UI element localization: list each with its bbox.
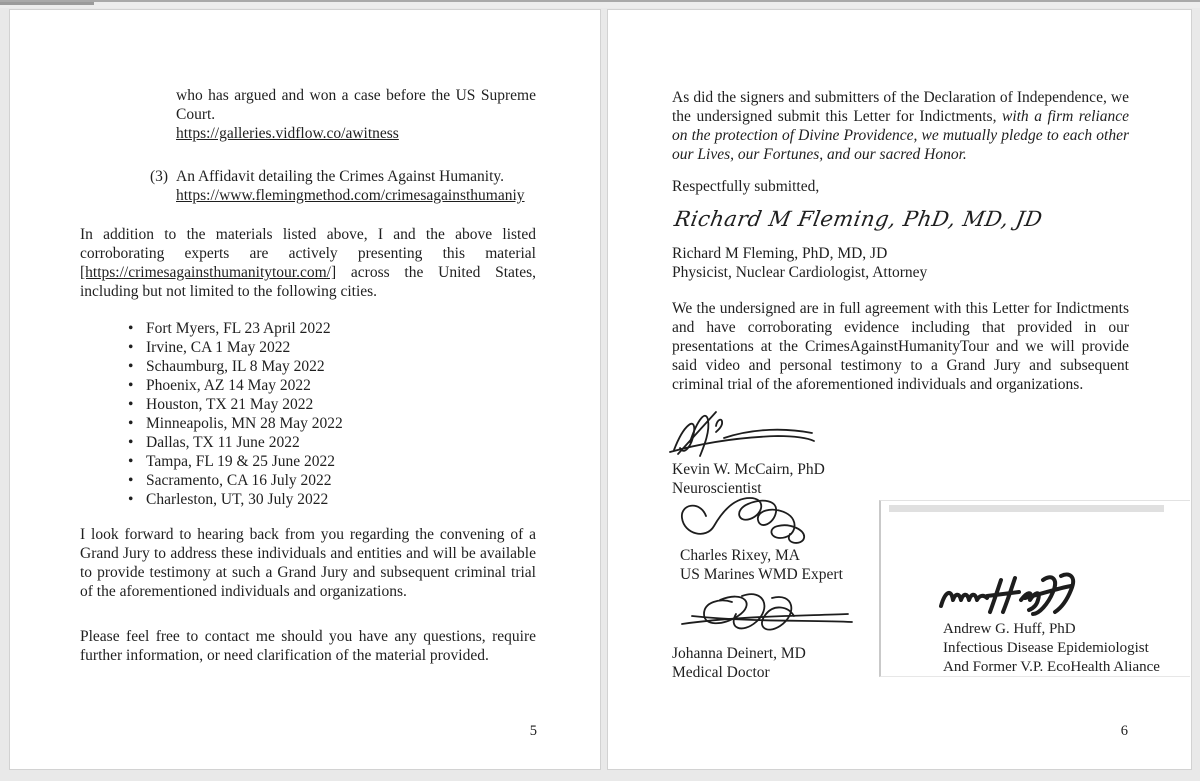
page-5-content [80, 86, 536, 665]
rixey-signature-image [676, 492, 840, 544]
signer-title: US Marines WMD Expert [680, 566, 843, 583]
signer-name: Kevin W. McCairn, PhD [672, 461, 825, 478]
declaration-paragraph [672, 88, 1129, 164]
list-item: • Fort Myers, FL 23 April 2022 [128, 319, 536, 338]
witness-description-block [176, 86, 536, 143]
mccairn-name-block [672, 460, 1129, 498]
grand-jury-paragraph: I look forward to hearing back from you regarding the convening of a Grand Jury to address these individuals and entities and will be available to provide testimony at such a Grand Jury and subsequent criminal trial of the aforementioned individuals and organizations. [80, 526, 536, 600]
undersigned-paragraph: We the undersigned are in full agreement with this Letter for Indictments and have corroborating evidence including that provided in our presentations at the CrimesAgainstHumanityTour and we will provide said video and personal testimony to a Grand Jury and subsequent criminal trial of the aforementioned individuals and organizations. [672, 300, 1129, 393]
huff-title-1: Infectious Disease Epidemiologist [943, 640, 1149, 656]
item-3-text: An Affidavit detailing the Crimes Against Humanity. [176, 168, 505, 185]
mccairn-signature-image [666, 406, 818, 458]
deinert-signature-image [678, 588, 854, 638]
list-item: • Minneapolis, MN 28 May 2022 [128, 414, 536, 433]
huff-signature-box [879, 500, 1190, 677]
top-left-notch [0, 2, 94, 5]
fleming-name: Richard M Fleming, PhD, MD, JD [672, 245, 888, 262]
list-item: • Irvine, CA 1 May 2022 [128, 338, 536, 357]
list-item: • Phoenix, AZ 14 May 2022 [128, 376, 536, 395]
document-page-5 [9, 9, 601, 770]
huff-title-2: And Former V.P. EcoHealth Aliance [943, 659, 1160, 675]
flemingmethod-link[interactable]: https://www.flemingmethod.com/crimesagainsthumaniy [176, 187, 525, 204]
huff-signature-image [937, 572, 1087, 618]
top-border-bar [0, 0, 1200, 8]
tour-cities-list [128, 319, 536, 509]
item-3-marker: (3) [150, 168, 169, 185]
signer-title: Neuroscientist [672, 480, 762, 497]
tour-link[interactable]: [https://crimesagainsthumanitytour.com/] [80, 264, 337, 281]
list-item: • Houston, TX 21 May 2022 [128, 395, 536, 414]
signer-name: Johanna Deinert, MD [672, 645, 806, 662]
list-item: • Sacramento, CA 16 July 2022 [128, 471, 536, 490]
witness-description-text: who has argued and won a case before the US Supreme Court. [176, 87, 536, 123]
signer-title: Medical Doctor [672, 664, 770, 681]
list-item: • Tampa, FL 19 & 25 June 2022 [128, 452, 536, 471]
list-item: • Dallas, TX 11 June 2022 [128, 433, 536, 452]
materials-paragraph [80, 225, 536, 301]
document-page-6 [607, 9, 1192, 770]
declaration-paragraph-italic: with a firm reliance on the protection of Divine Providence, we mutually pledge to each other our Lives, our Fortunes, and our sacred Honor. [672, 108, 1130, 163]
huff-name: Andrew G. Huff, PhD [943, 621, 1076, 637]
contact-paragraph: Please feel free to contact me should you have any questions, require further information, or need clarification of the material provided. [80, 628, 536, 664]
declaration-paragraph-normal: As did the signers and submitters of the Declaration of Independence, we the undersigned submit this Letter for Indictments, [672, 89, 1129, 125]
list-item: • Schaumburg, IL 8 May 2022 [128, 357, 536, 376]
signer-name: Charles Rixey, MA [680, 547, 800, 564]
materials-paragraph-pre: In addition to the materials listed above, I and the above listed corroborating experts are actively presenting this material [80, 226, 536, 262]
huff-name-block [943, 620, 1190, 677]
numbered-item-3 [150, 167, 536, 205]
list-item: • Charleston, UT, 30 July 2022 [128, 490, 536, 509]
page-number: 5 [529, 723, 537, 739]
fleming-name-block [672, 244, 1129, 282]
huff-box-top-strip [889, 505, 1164, 512]
page-number: 6 [1120, 723, 1128, 739]
fleming-title: Physicist, Nuclear Cardiologist, Attorney [672, 264, 928, 281]
vidflow-link[interactable]: https://galleries.vidflow.co/awitness [176, 125, 399, 142]
fleming-signature-script: Richard M Fleming, PhD, MD, JD [672, 207, 1045, 231]
materials-paragraph-post: across the United States, including but not limited to the following cities. [80, 264, 536, 300]
salutation: Respectfully submitted, [672, 178, 820, 195]
